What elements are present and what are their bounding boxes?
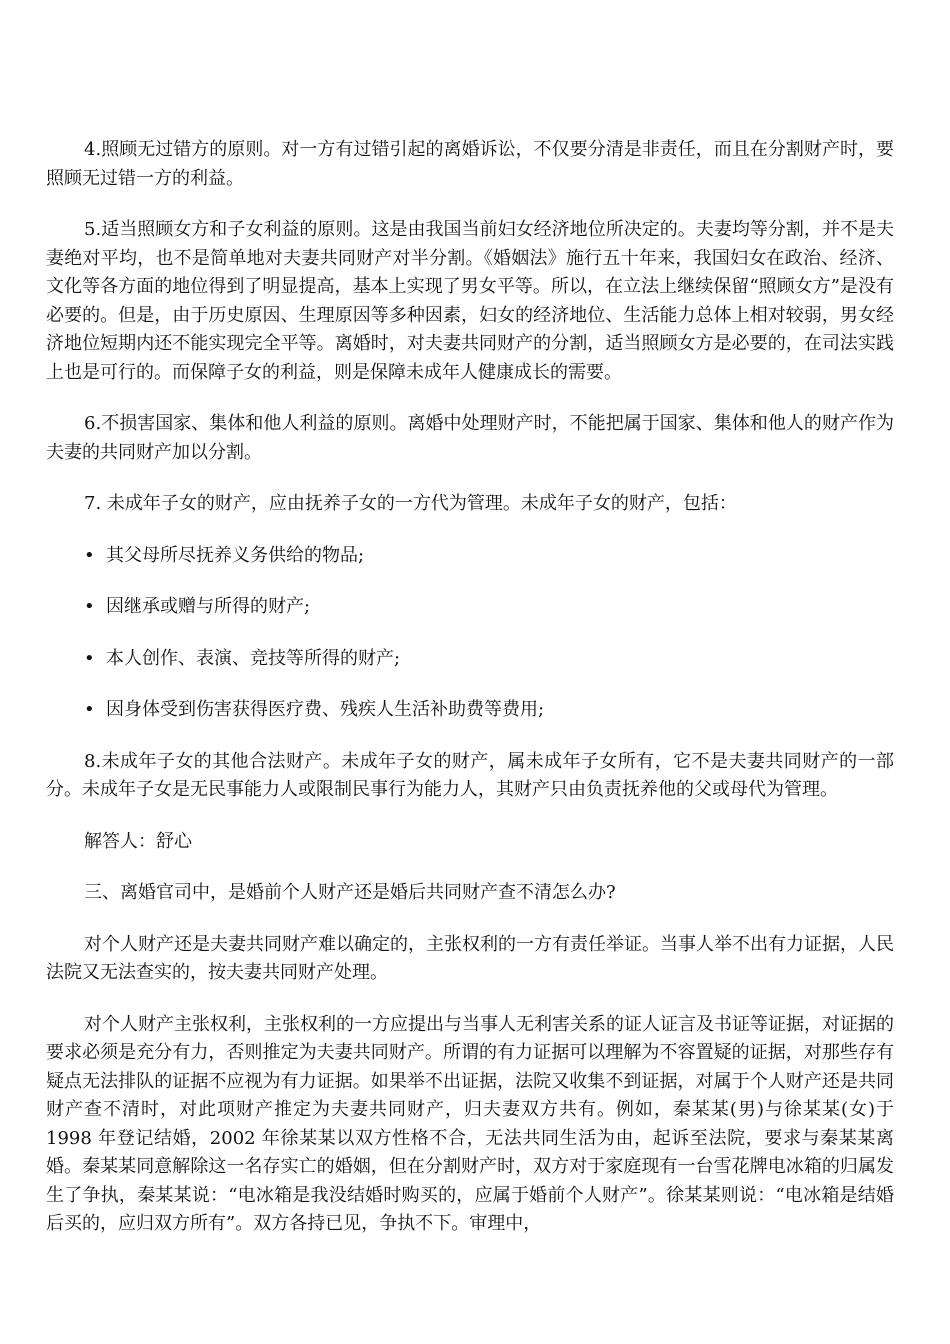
list-item-text: 本人创作、表演、竞技等所得的财产; <box>106 647 401 669</box>
list-item-text: 其父母所尽抚养义务供给的物品; <box>106 544 365 566</box>
paragraph-principle-4: 4.照顾无过错方的原则。对一方有过错引起的离婚诉讼，不仅要分清是非责任，而且在分割财产时，要照顾无过错一方的利益。 <box>46 139 894 189</box>
paragraph-principle-6: 6.不损害国家、集体和他人利益的原则。离婚中处理财产时，不能把属于国家、集体和他人的财产作为夫妻的共同财产加以分割。 <box>46 413 894 463</box>
paragraph-principle-5: 5.适当照顾女方和子女利益的原则。这是由我国当前妇女经济地位所决定的。夫妻均等分割，并不是夫妻绝对平均，也不是简单地对夫妻共同财产对半分割。《婚姻法》施行五十年来，我国妇女在政治、经济、文化等各方面的地位得到了明显提高，基本上实现了男女平等。所以，在立法上继续保留“照顾女方”是没有必要的。但是，由于历史原因、生理原因等多种因素，妇女的经济地位、生活能力总体上相对较弱，男女经济地位短期内还不能实现完全平等。离婚时，对夫妻共同财产的分割，适当照顾女方是必要的，在司法实践上也是可行的。而保障子女的利益，则是保障未成年人健康成长的需要。 <box>46 219 894 383</box>
paragraph-answer-1: 对个人财产还是夫妻共同财产难以确定的，主张权利的一方有责任举证。当事人举不出有力证据，人民法院又无法查实的，按夫妻共同财产处理。 <box>46 933 894 983</box>
list-item-text: 因继承或赠与所得的财产; <box>106 596 311 617</box>
list-item <box>46 542 894 571</box>
section-heading-3: 三、离婚官司中，是婚前个人财产还是婚后共同财产查不清怎么办? <box>84 882 616 903</box>
list-item <box>46 593 894 622</box>
list-item-text: 因身体受到伤害获得医疗费、残疾人生活补助费等费用; <box>106 699 545 720</box>
bullet-icon: • <box>84 647 95 669</box>
bullet-icon: • <box>84 544 95 566</box>
answerer-line: 解答人：舒心 <box>84 830 192 852</box>
paragraph-item-8: 8.未成年子女的其他合法财产。未成年子女的财产，属未成年子女所有，它不是夫妻共同财产的一部分。未成年子女是无民事能力人或限制民事行为能力人，其财产只由负责抚养他的父或母代为管理。 <box>46 750 894 800</box>
list-item <box>46 696 894 725</box>
document-body <box>46 136 894 1262</box>
bullet-icon: • <box>84 596 95 617</box>
paragraph-item-7: 7. 未成年子女的财产，应由抚养子女的一方代为管理。未成年子女的财产，包括： <box>84 493 737 514</box>
list-item <box>46 645 894 674</box>
bullet-icon: • <box>84 699 95 720</box>
paragraph-answer-2: 对个人财产主张权利，主张权利的一方应提出与当事人无利害关系的证人证言及书证等证据，对证据的要求必须是充分有力，否则推定为夫妻共同财产。所谓的有力证据可以理解为不容置疑的证据，对那些存有疑点无法排队的证据不应视为有力证据。如果举不出证据，法院又收集不到证据，对属于个人财产还是共同财产查不清时，对此项财产推定为夫妻共同财产，归夫妻双方共有。例如，秦某某(男)与徐某某(女)于 1998 年登记结婚，2002 年徐某某以双方性格不合，无法共同生活为由，起诉至法院，要求与秦某某离婚。秦某某同意解除这一名存实亡的婚姻，但在分割财产时，双方对于家庭现有一台雪花牌电冰箱的归属发生了争执，秦某某说：“电冰箱是我没结婚时购买的，应属于婚前个人财产”。徐某某则说：“电冰箱是结婚后买的，应归双方所有”。双方各持已见，争执不下。审理中， <box>46 1013 894 1234</box>
